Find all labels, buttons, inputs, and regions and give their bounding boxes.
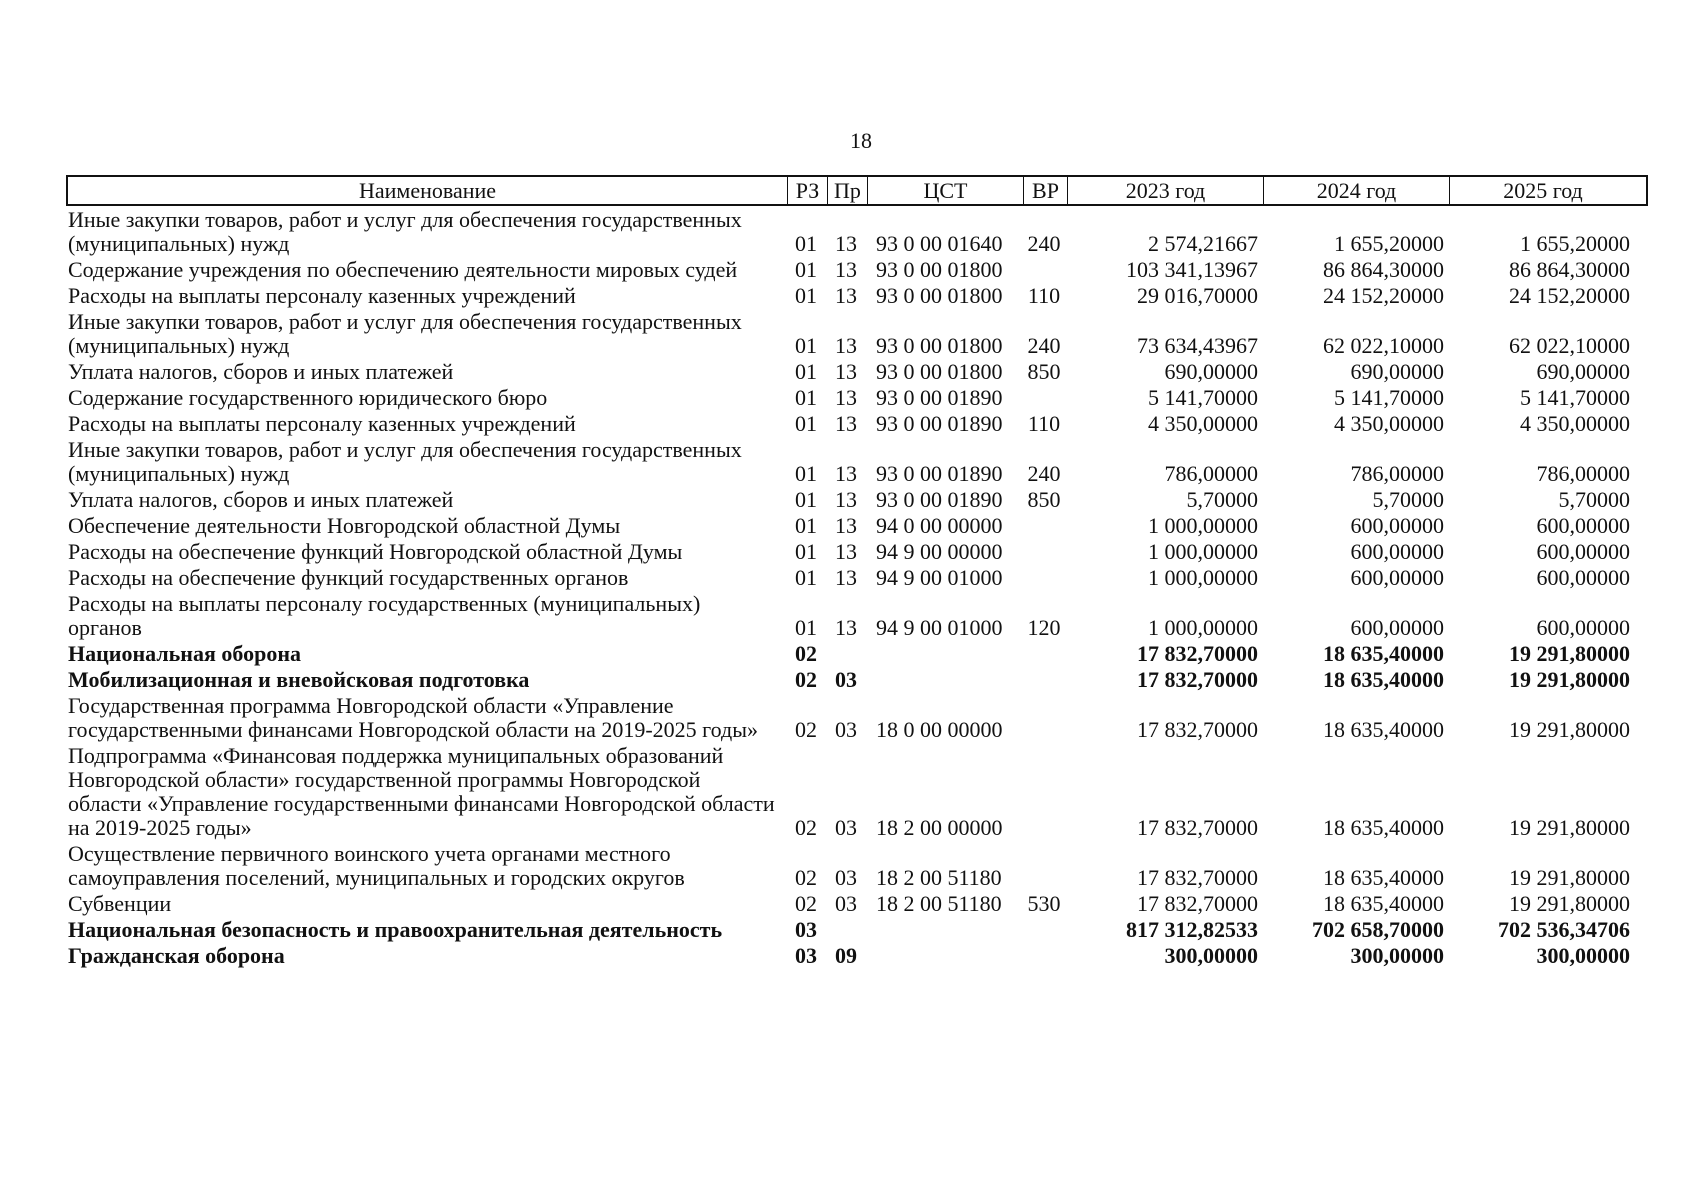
table-row <box>66 386 1648 410</box>
cell-name: Осуществление первичного воинского учета органами местного самоуправления поселений, муниципальных и городских округов <box>68 841 685 890</box>
cell-pr: 13 <box>835 461 857 486</box>
table-row <box>66 918 1648 942</box>
cell-rz: 01 <box>795 359 817 384</box>
cell-rz: 01 <box>795 487 817 512</box>
cell-2023: 1 000,00000 <box>1148 615 1258 640</box>
cell-2025: 1 655,20000 <box>1520 231 1630 256</box>
table-row <box>66 694 1648 742</box>
cell-2025: 786,00000 <box>1536 461 1630 486</box>
cell-cst: 93 0 00 01890 <box>876 411 1003 436</box>
header-2024: 2024 год <box>1264 177 1450 204</box>
cell-2025: 19 291,80000 <box>1509 865 1630 890</box>
cell-pr: 13 <box>835 513 857 538</box>
cell-name: Расходы на выплаты персоналу казенных учреждений <box>68 411 576 436</box>
cell-2024: 18 635,40000 <box>1323 667 1444 692</box>
header-2025: 2025 год <box>1503 178 1583 203</box>
cell-pr: 03 <box>835 717 857 742</box>
cell-rz: 01 <box>795 385 817 410</box>
cell-vr: 240 <box>1027 461 1061 486</box>
table-row <box>66 892 1648 916</box>
cell-rz: 03 <box>795 917 817 942</box>
cell-cst: 93 0 00 01890 <box>876 487 1003 512</box>
table-row <box>66 944 1648 968</box>
cell-name: Расходы на выплаты персоналу казенных учреждений <box>68 283 576 308</box>
cell-2023: 1 000,00000 <box>1148 513 1258 538</box>
header-vr: ВР <box>1024 177 1068 204</box>
table-row <box>66 540 1648 564</box>
cell-2025: 702 536,34706 <box>1498 917 1630 942</box>
cell-pr: 13 <box>835 283 857 308</box>
table-row <box>66 842 1648 890</box>
cell-name: Уплата налогов, сборов и иных платежей <box>68 359 454 384</box>
cell-2025: 690,00000 <box>1536 359 1630 384</box>
cell-cst: 94 9 00 01000 <box>876 565 1003 590</box>
cell-2025: 19 291,80000 <box>1509 891 1630 916</box>
cell-cst: 94 9 00 00000 <box>876 539 1003 564</box>
cell-pr: 13 <box>835 539 857 564</box>
cell-2024: 18 635,40000 <box>1323 717 1444 742</box>
cell-2024: 600,00000 <box>1350 513 1444 538</box>
cell-2024: 4 350,00000 <box>1334 411 1444 436</box>
cell-rz: 03 <box>795 943 817 968</box>
table-row <box>66 592 1648 640</box>
cell-2024: 600,00000 <box>1350 565 1444 590</box>
cell-2023: 29 016,70000 <box>1137 283 1258 308</box>
cell-name: Содержание государственного юридического бюро <box>68 385 548 410</box>
cell-2025: 62 022,10000 <box>1509 333 1630 358</box>
cell-cst: 93 0 00 01800 <box>876 359 1003 384</box>
cell-vr: 530 <box>1027 891 1061 916</box>
cell-2025: 19 291,80000 <box>1509 667 1630 692</box>
cell-2025: 600,00000 <box>1536 565 1630 590</box>
header-pr: Пр <box>828 177 868 204</box>
cell-2024: 18 635,40000 <box>1323 891 1444 916</box>
cell-rz: 02 <box>795 891 817 916</box>
cell-2023: 690,00000 <box>1164 359 1258 384</box>
cell-rz: 01 <box>795 333 817 358</box>
cell-pr: 03 <box>835 667 857 692</box>
table-row <box>66 744 1648 840</box>
cell-2024: 600,00000 <box>1350 615 1444 640</box>
cell-2025: 19 291,80000 <box>1509 717 1630 742</box>
cell-name: Мобилизационная и вневойсковая подготовка <box>68 667 530 692</box>
table-body <box>66 208 1648 968</box>
cell-2023: 1 000,00000 <box>1148 539 1258 564</box>
cell-2024: 786,00000 <box>1350 461 1444 486</box>
cell-rz: 02 <box>795 667 817 692</box>
table-row <box>66 310 1648 358</box>
cell-rz: 01 <box>795 615 817 640</box>
cell-2025: 19 291,80000 <box>1509 815 1630 840</box>
cell-2023: 786,00000 <box>1164 461 1258 486</box>
table-row <box>66 360 1648 384</box>
cell-2024: 5 141,70000 <box>1334 385 1444 410</box>
cell-2025: 300,00000 <box>1536 943 1630 968</box>
cell-2023: 1 000,00000 <box>1148 565 1258 590</box>
cell-rz: 01 <box>795 565 817 590</box>
cell-rz: 02 <box>795 641 817 666</box>
cell-rz: 01 <box>795 411 817 436</box>
table-row <box>66 514 1648 538</box>
cell-2024: 600,00000 <box>1350 539 1444 564</box>
cell-rz: 02 <box>795 815 817 840</box>
cell-2024: 5,70000 <box>1372 487 1444 512</box>
cell-2023: 5 141,70000 <box>1148 385 1258 410</box>
cell-cst: 18 2 00 51180 <box>876 891 1002 916</box>
cell-rz: 01 <box>795 539 817 564</box>
cell-pr: 03 <box>835 865 857 890</box>
cell-pr: 13 <box>835 565 857 590</box>
table-row <box>66 438 1648 486</box>
table-header <box>66 175 1648 206</box>
table-row <box>66 208 1648 256</box>
cell-pr: 13 <box>835 333 857 358</box>
cell-name: Субвенции <box>68 891 172 916</box>
cell-2023: 17 832,70000 <box>1137 815 1258 840</box>
table-row <box>66 284 1648 308</box>
cell-cst: 93 0 00 01800 <box>876 283 1003 308</box>
cell-2023: 2 574,21667 <box>1148 231 1258 256</box>
cell-2023: 103 341,13967 <box>1126 257 1258 282</box>
header-name: Наименование <box>68 177 788 204</box>
cell-rz: 02 <box>795 717 817 742</box>
cell-2023: 300,00000 <box>1164 943 1258 968</box>
cell-2025: 24 152,20000 <box>1509 283 1630 308</box>
cell-2023: 73 634,43967 <box>1137 333 1258 358</box>
cell-cst: 93 0 00 01800 <box>876 333 1003 358</box>
cell-cst: 94 9 00 01000 <box>876 615 1003 640</box>
page-number: 18 <box>850 128 872 153</box>
table-row <box>66 668 1648 692</box>
cell-name: Национальная оборона <box>68 641 302 666</box>
cell-2024: 300,00000 <box>1350 943 1444 968</box>
cell-2024: 62 022,10000 <box>1323 333 1444 358</box>
cell-rz: 01 <box>795 257 817 282</box>
cell-2025: 600,00000 <box>1536 539 1630 564</box>
cell-2024: 24 152,20000 <box>1323 283 1444 308</box>
cell-2025: 86 864,30000 <box>1509 257 1630 282</box>
cell-rz: 01 <box>795 461 817 486</box>
cell-pr: 13 <box>835 359 857 384</box>
cell-2023: 4 350,00000 <box>1148 411 1258 436</box>
cell-2024: 18 635,40000 <box>1323 641 1444 666</box>
cell-name: Обеспечение деятельности Новгородской областной Думы <box>68 513 621 538</box>
cell-2023: 17 832,70000 <box>1137 717 1258 742</box>
table-row <box>66 258 1648 282</box>
cell-2024: 1 655,20000 <box>1334 231 1444 256</box>
cell-pr: 13 <box>835 487 857 512</box>
cell-2023: 817 312,82533 <box>1126 917 1258 942</box>
cell-rz: 01 <box>795 283 817 308</box>
cell-name: Уплата налогов, сборов и иных платежей <box>68 487 454 512</box>
table-row <box>66 488 1648 512</box>
cell-cst: 18 2 00 51180 <box>876 865 1002 890</box>
cell-2024: 702 658,70000 <box>1312 917 1444 942</box>
cell-2024: 18 635,40000 <box>1323 815 1444 840</box>
cell-vr: 110 <box>1027 411 1061 436</box>
cell-2025: 600,00000 <box>1536 513 1630 538</box>
cell-2025: 5 141,70000 <box>1520 385 1630 410</box>
cell-pr: 13 <box>835 411 857 436</box>
cell-2023: 17 832,70000 <box>1137 641 1258 666</box>
cell-2023: 17 832,70000 <box>1137 891 1258 916</box>
cell-2025: 5,70000 <box>1558 487 1630 512</box>
cell-2025: 4 350,00000 <box>1520 411 1630 436</box>
cell-cst: 93 0 00 01890 <box>876 461 1003 486</box>
table-row <box>66 642 1648 666</box>
cell-name: Национальная безопасность и правоохранительная деятельность <box>68 917 723 942</box>
cell-2023: 17 832,70000 <box>1137 667 1258 692</box>
header-2023: 2023 год <box>1068 177 1264 204</box>
cell-cst: 18 2 00 00000 <box>876 815 1003 840</box>
cell-vr: 120 <box>1027 615 1061 640</box>
cell-2024: 690,00000 <box>1350 359 1444 384</box>
cell-name: Иные закупки товаров, работ и услуг для обеспечения государственных (муниципальных) нужд <box>68 309 742 358</box>
cell-2024: 18 635,40000 <box>1323 865 1444 890</box>
cell-pr: 09 <box>835 943 857 968</box>
budget-table <box>66 175 1648 968</box>
table-row <box>66 412 1648 436</box>
cell-name: Подпрограмма «Финансовая поддержка муниципальных образований Новгородской области» государственной программы Новгородской области «Управление государственными финансами Новгородской области на 2019-2025 годы» <box>68 743 775 840</box>
header-cst: ЦСТ <box>868 177 1024 204</box>
cell-2025: 19 291,80000 <box>1509 641 1630 666</box>
cell-cst: 94 0 00 00000 <box>876 513 1003 538</box>
cell-name: Иные закупки товаров, работ и услуг для обеспечения государственных (муниципальных) нужд <box>68 437 742 486</box>
cell-pr: 13 <box>835 257 857 282</box>
cell-rz: 01 <box>795 513 817 538</box>
cell-rz: 02 <box>795 865 817 890</box>
cell-2025: 600,00000 <box>1536 615 1630 640</box>
cell-2023: 17 832,70000 <box>1137 865 1258 890</box>
cell-pr: 13 <box>835 615 857 640</box>
cell-vr: 240 <box>1027 333 1061 358</box>
cell-name: Расходы на обеспечение функций государственных органов <box>68 565 629 590</box>
cell-cst: 93 0 00 01890 <box>876 385 1003 410</box>
cell-cst: 18 0 00 00000 <box>876 717 1003 742</box>
cell-2024: 86 864,30000 <box>1323 257 1444 282</box>
cell-name: Расходы на выплаты персоналу государственных (муниципальных) органов <box>68 591 701 640</box>
cell-vr: 240 <box>1027 231 1061 256</box>
cell-name: Расходы на обеспечение функций Новгородской областной Думы <box>68 539 683 564</box>
cell-name: Государственная программа Новгородской области «Управление государственными финансами Новгородской области на 2019-2025 годы» <box>68 693 758 742</box>
cell-rz: 01 <box>795 231 817 256</box>
cell-cst: 93 0 00 01640 <box>876 231 1003 256</box>
table-row <box>66 566 1648 590</box>
cell-pr: 03 <box>835 891 857 916</box>
cell-vr: 850 <box>1027 359 1061 384</box>
cell-2023: 5,70000 <box>1186 487 1258 512</box>
cell-name: Содержание учреждения по обеспечению деятельности мировых судей <box>68 257 738 282</box>
header-rz: РЗ <box>788 177 828 204</box>
cell-name: Гражданская оборона <box>68 943 285 968</box>
cell-vr: 850 <box>1027 487 1061 512</box>
cell-pr: 03 <box>835 815 857 840</box>
cell-pr: 13 <box>835 385 857 410</box>
cell-cst: 93 0 00 01800 <box>876 257 1003 282</box>
cell-pr: 13 <box>835 231 857 256</box>
cell-name: Иные закупки товаров, работ и услуг для обеспечения государственных (муниципальных) нужд <box>68 207 742 256</box>
cell-vr: 110 <box>1027 283 1061 308</box>
